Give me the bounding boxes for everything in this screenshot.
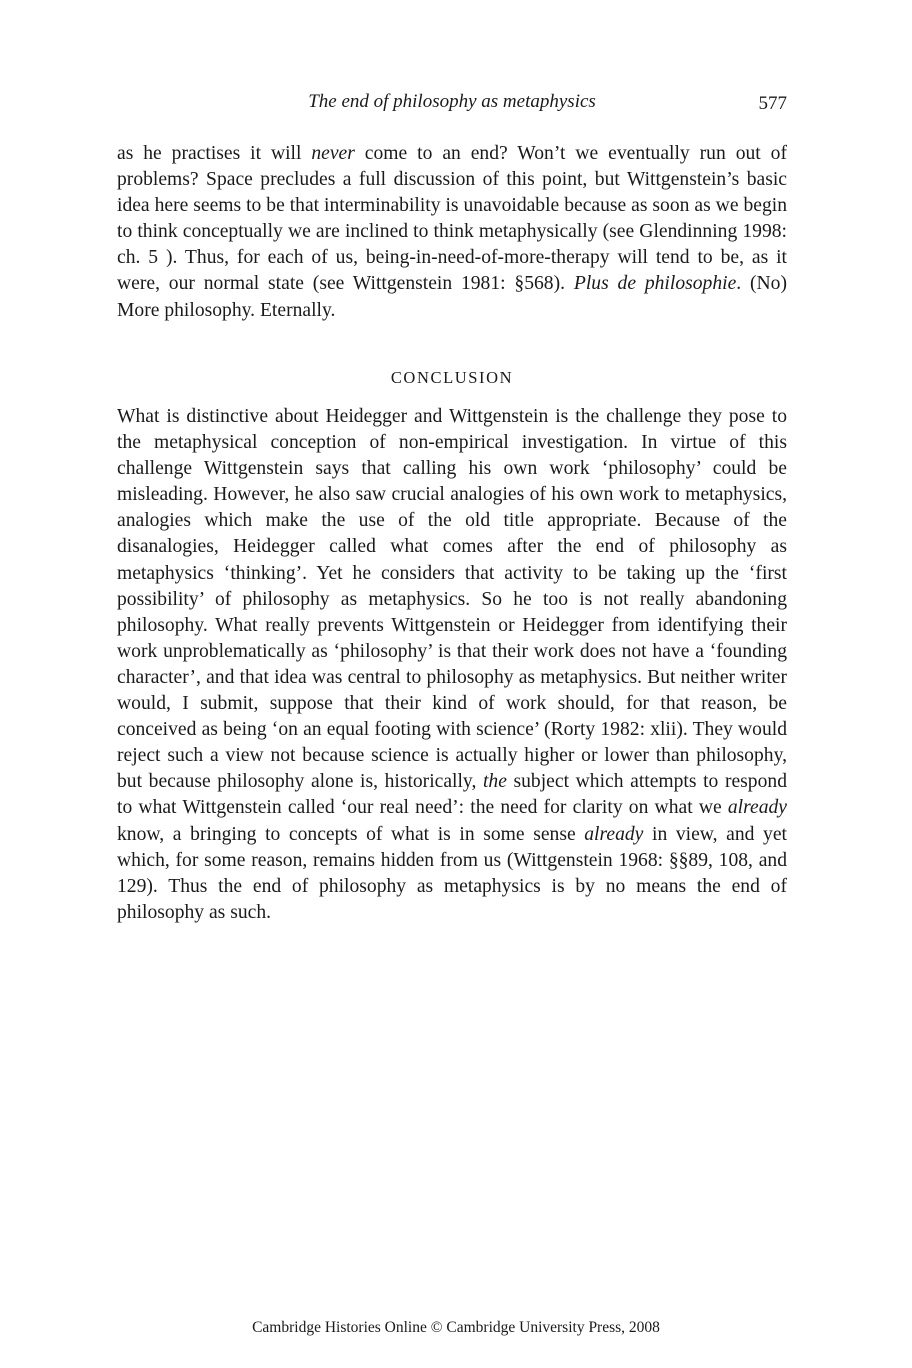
running-title: The end of philosophy as metaphysics xyxy=(308,91,596,112)
running-head xyxy=(117,90,787,116)
section-heading: CONCLUSION xyxy=(390,368,514,387)
text-run: . (No) More philosophy. Eternally. xyxy=(117,273,788,321)
emphasis-run: already xyxy=(584,823,644,845)
text-run: What is distinctive about Heidegger and Wittgenstein is the challenge they pose to the metaphysical conception of non-empirical investigation. In virtue of this challenge Wittgenstein says that calling his own work ‘philosophy’ could be misleading. However, he also saw crucial analogies of his own work to metaphysics, analogies which make the use of the old title appropriate. Because of the disanalogies, Heidegger called what comes after the end of philosophy as metaphysics ‘thinking’. Yet he considers that activity to be taking up the ‘first possibility’ of philosophy as metaphysics. So he too is not really abandoning philosophy. What really prevents Wittgenstein or Heidegger from identifying their work unproblematically as ‘philosophy’ is that their work does not have a ‘founding character’, and that idea was central to philosophy as metaphysics. But neither writer would, I submit, suppose that their kind of work should, for that reason, be conceived as being ‘on an equal footing with science’ (Rorty 1982: xlii). They would reject such a view not because science is actually higher or lower than philosophy, but because philosophy alone is, historically, xyxy=(117,406,787,793)
emphasis-run: the xyxy=(482,771,507,793)
text-run: know, a bringing to concepts of what is in some sense xyxy=(117,823,585,845)
text-run: as he practises it will xyxy=(117,143,312,164)
text-run: in view, and yet which, for some reason, remains hidden from us (Wittgenstein 1968: §§89, 108, and 129). Thus the end of philosophy as metaphysics is by no means the end of philosophy as such. xyxy=(117,823,787,923)
paragraph-text xyxy=(117,141,787,324)
body-paragraph-1 xyxy=(117,141,787,324)
emphasis-run: Plus de philosophie xyxy=(573,273,737,295)
emphasis-run: never xyxy=(311,143,355,164)
text-run: come to an end? Won’t we eventually run out of problems? Space precludes a full discussion of this point, but Wittgenstein’s basic idea here seems to be that interminability is unavoidable because as soon as we begin to think conceptually we are inclined to think metaphysically (see Glendinning 1998: ch. 5 ). Thus, for each of us, being-in-need-of-more-therapy will tend to be, as it were, our normal state (see Wittgenstein 1981: §568). xyxy=(117,143,787,295)
text-run: subject which attempts to respond to what Wittgenstein called ‘our real need’: the need for clarity on what we xyxy=(117,771,787,819)
page-number: 577 xyxy=(758,93,787,114)
emphasis-run: already xyxy=(727,797,787,819)
footer-copyright: Cambridge Histories Online © Cambridge University Press, 2008 xyxy=(252,1319,660,1336)
paragraph-text xyxy=(117,404,787,926)
body-paragraph-2 xyxy=(117,404,787,926)
